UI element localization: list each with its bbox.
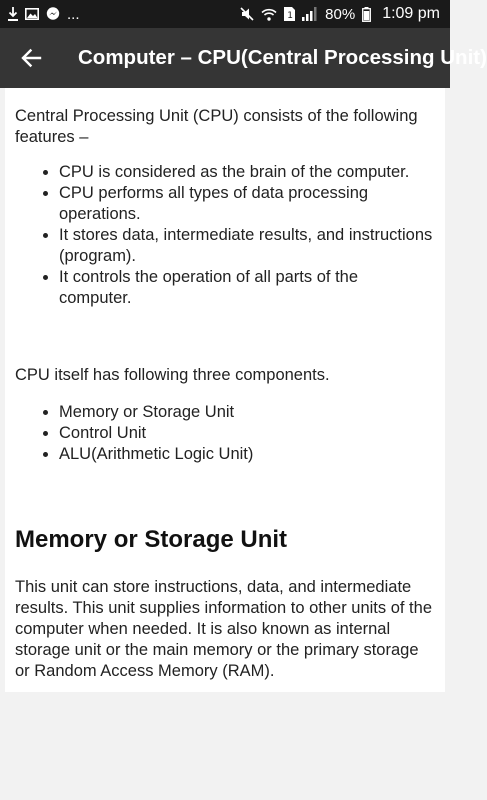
clock: 1:09 pm bbox=[382, 5, 440, 22]
status-bar bbox=[0, 0, 450, 28]
spacer bbox=[15, 309, 435, 365]
status-right bbox=[240, 5, 440, 23]
toolbar bbox=[0, 28, 487, 88]
section-heading: Memory or Storage Unit bbox=[15, 526, 288, 553]
list-item: • Control Unit bbox=[59, 423, 435, 444]
list-item: • It controls the operation of all parts of the computer. bbox=[59, 267, 435, 309]
notification-overflow: ... bbox=[67, 5, 80, 23]
arrow-back-icon bbox=[21, 49, 41, 67]
intro-paragraph: Central Processing Unit (CPU) consists of the following features – bbox=[15, 107, 418, 146]
list-item: • It stores data, intermediate results, and instructions (program). bbox=[59, 225, 435, 267]
sim-icon bbox=[284, 7, 295, 21]
signal-icon bbox=[302, 7, 318, 21]
messenger-icon bbox=[46, 7, 60, 21]
components-intro: CPU itself has following three components. bbox=[15, 366, 330, 384]
battery-icon bbox=[362, 7, 371, 22]
list-item: • Memory or Storage Unit bbox=[59, 402, 435, 423]
components-list bbox=[15, 402, 435, 465]
article-content bbox=[5, 88, 445, 692]
image-icon bbox=[25, 8, 39, 20]
list-item: • CPU performs all types of data processing operations. bbox=[59, 183, 435, 225]
wifi-icon bbox=[261, 8, 277, 21]
download-icon bbox=[8, 7, 18, 21]
list-item: • CPU is considered as the brain of the computer. bbox=[59, 162, 435, 183]
battery-percent: 80% bbox=[325, 5, 356, 23]
features-list bbox=[15, 162, 435, 309]
svg-text:1: 1 bbox=[287, 11, 294, 21]
mute-icon bbox=[240, 7, 254, 21]
back-button[interactable] bbox=[14, 41, 48, 75]
page-title: Computer – CPU(Central Processing Unit) bbox=[78, 46, 487, 69]
status-left bbox=[8, 6, 80, 23]
section-paragraph: This unit can store instructions, data, and intermediate results. This unit supplies information to other units of the computer when needed. It is also known as internal storage unit or the main memory or the primary storage or Random Access Memory (RAM). bbox=[15, 578, 432, 680]
list-item: • ALU(Arithmetic Logic Unit) bbox=[59, 444, 435, 465]
